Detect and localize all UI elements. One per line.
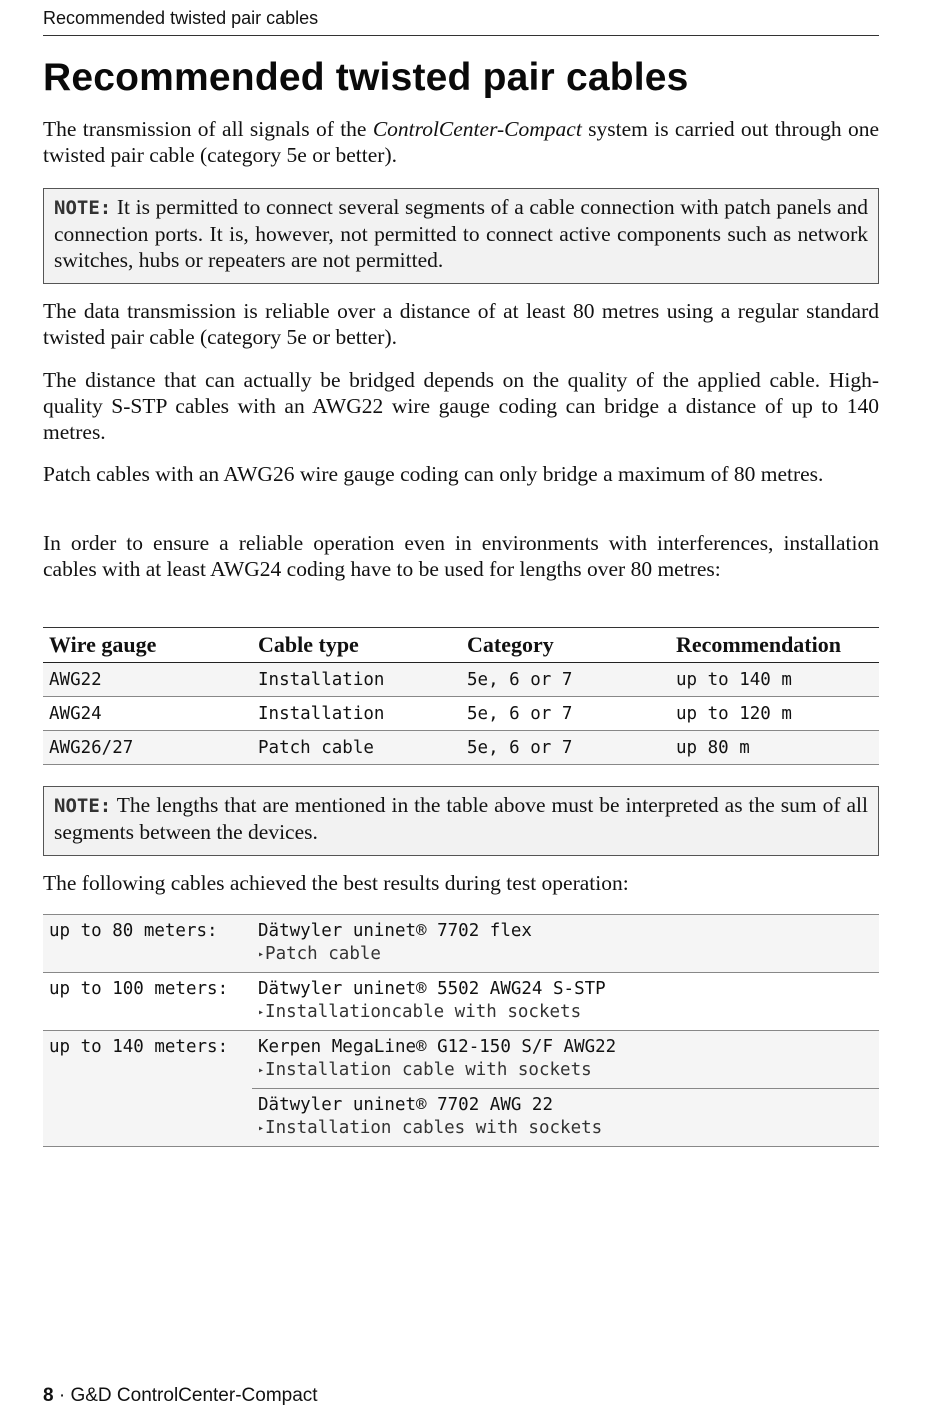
page-footer xyxy=(43,1385,318,1407)
paragraph-patch-cables: Patch cables with an AWG26 wire gauge coding can only bridge a maximum of 80 metres. xyxy=(43,462,824,486)
product-name: Dätwyler uninet® 5502 AWG24 S-STP xyxy=(258,979,606,999)
footer-text: G&D ControlCenter-Compact xyxy=(70,1385,318,1406)
table-row xyxy=(43,731,879,765)
triangle-bullet-icon: ▸ xyxy=(258,1123,265,1134)
product-name: Dätwyler uninet® 7702 AWG 22 xyxy=(258,1095,554,1115)
table-cell: AWG24 xyxy=(43,697,252,731)
table-cell: up to 140 m xyxy=(670,663,879,697)
running-header: Recommended twisted pair cables xyxy=(43,8,319,28)
triangle-bullet-icon: ▸ xyxy=(258,1007,265,1018)
product-name: Kerpen MegaLine® G12-150 S/F AWG22 xyxy=(258,1037,617,1057)
intro-after: system is carried out through one twisted pair cable (category 5e or better). xyxy=(43,117,879,167)
table-cell: AWG22 xyxy=(43,663,252,697)
product-description: ▸Installationcable with sockets xyxy=(258,1002,582,1022)
product-description: ▸Patch cable xyxy=(258,944,381,964)
table-cell: up to 120 m xyxy=(670,697,879,731)
table-cell: 5e, 6 or 7 xyxy=(461,663,670,697)
product-cell xyxy=(252,1089,879,1147)
table-row xyxy=(43,663,879,697)
paragraph-test-results: The following cables achieved the best results during test operation: xyxy=(43,871,629,895)
table-cell: 5e, 6 or 7 xyxy=(461,731,670,765)
length-cell: up to 140 meters: xyxy=(43,1031,252,1147)
header-rule xyxy=(43,35,879,36)
paragraph-reliability: The data transmission is reliable over a distance of at least 80 metres using a regular standard twisted pair cable (category 5e or better). xyxy=(43,299,879,349)
column-header: Cable type xyxy=(252,628,461,663)
table-cell: Patch cable xyxy=(252,731,461,765)
table-row xyxy=(43,697,879,731)
footer-separator: · xyxy=(53,1385,71,1406)
column-header: Wire gauge xyxy=(43,628,252,663)
note-box-connections xyxy=(43,188,879,284)
product-brand: ControlCenter-Compact xyxy=(372,117,582,141)
tested-cables-table xyxy=(43,914,879,1147)
table-header-row xyxy=(43,628,879,663)
table-cell: up 80 m xyxy=(670,731,879,765)
intro-paragraph xyxy=(43,116,879,168)
table-cell: Installation xyxy=(252,663,461,697)
table-row xyxy=(43,1031,879,1089)
length-cell: up to 80 meters: xyxy=(43,915,252,973)
note-label: NOTE: xyxy=(54,197,112,219)
table-cell: Installation xyxy=(252,697,461,731)
note-label: NOTE: xyxy=(54,795,112,817)
note-text: The lengths that are mentioned in the table above must be interpreted as the sum of all segments between the devices. xyxy=(54,793,868,844)
page-number: 8 xyxy=(43,1385,54,1406)
product-name: Dätwyler uninet® 7702 flex xyxy=(258,921,532,941)
product-cell xyxy=(252,973,879,1031)
page-title: Recommended twisted pair cables xyxy=(43,56,689,99)
product-description: ▸Installation cable with sockets xyxy=(258,1060,592,1080)
column-header: Recommendation xyxy=(670,628,879,663)
table-cell: 5e, 6 or 7 xyxy=(461,697,670,731)
paragraph-distance: The distance that can actually be bridged depends on the quality of the applied cable. High-quality S-STP cables with an AWG22 wire gauge coding can bridge a distance of up to 140 metres. xyxy=(43,368,879,444)
note-text: It is permitted to connect several segments of a cable connection with patch panels and connection ports. It is, however, not permitted to connect active components such as network switches, hubs or repeaters are not permitted. xyxy=(54,195,868,272)
intro-before: The transmission of all signals of the xyxy=(43,117,373,141)
triangle-bullet-icon: ▸ xyxy=(258,1065,265,1076)
table-cell: AWG26/27 xyxy=(43,731,252,765)
wire-gauge-table xyxy=(43,627,879,765)
product-description: ▸Installation cables with sockets xyxy=(258,1118,603,1138)
column-header: Category xyxy=(461,628,670,663)
length-cell: up to 100 meters: xyxy=(43,973,252,1031)
product-cell xyxy=(252,1031,879,1089)
table-row xyxy=(43,973,879,1031)
triangle-bullet-icon: ▸ xyxy=(258,949,265,960)
table-row xyxy=(43,915,879,973)
product-cell xyxy=(252,915,879,973)
paragraph-installation: In order to ensure a reliable operation even in environments with interferences, installation cables with at least AWG24 coding have to be used for lengths over 80 metres: xyxy=(43,531,879,581)
note-box-lengths xyxy=(43,786,879,856)
